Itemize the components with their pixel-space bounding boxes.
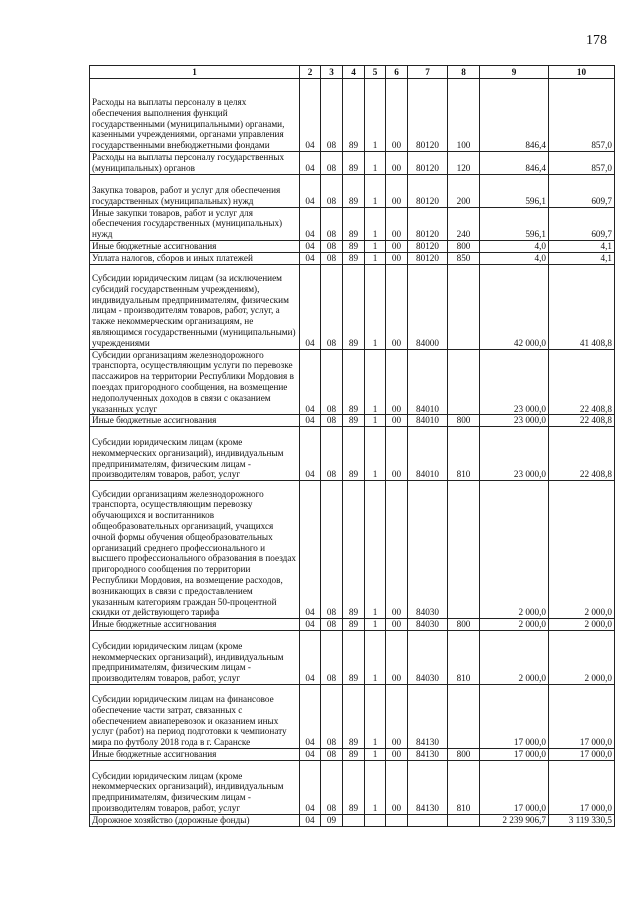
section-code-cell: 04 <box>300 427 321 481</box>
table-row <box>90 174 615 207</box>
row-name-cell: Уплата налогов, сборов и иных платежей <box>90 252 300 264</box>
section-code-cell: 04 <box>300 415 321 427</box>
amount-year1-cell: 17 000,0 <box>480 684 549 748</box>
amount-year1-cell: 17 000,0 <box>480 760 549 814</box>
subprogram-code-cell: 1 <box>365 207 386 240</box>
program-code-cell: 89 <box>343 79 365 152</box>
subsection-code-cell: 08 <box>321 415 343 427</box>
table-row <box>90 684 615 748</box>
amount-year2-cell: 3 119 330,5 <box>549 814 615 826</box>
amount-year1-cell: 4,0 <box>480 240 549 252</box>
row-name-cell: Субсидии организациям железнодорожного транспорта, осуществляющим перевозку обучающихся и воспитанников общеобразовательных организаций, учащихся очной формы обучения общеобразовательных организаций среднего профессионального и высшего профессионального образования в поездах пригородного сообщения по территории Республики Мордовия, на возмещение расходов, возникающих в связи с предоставлением указанным категориям граждан 50-процентной скидки от действующего тарифа <box>90 481 300 619</box>
event-code-cell: 00 <box>386 240 408 252</box>
section-code-cell: 04 <box>300 760 321 814</box>
event-code-cell: 00 <box>386 174 408 207</box>
expense-type-cell: 240 <box>448 207 480 240</box>
subsection-code-cell: 08 <box>321 760 343 814</box>
page-number: 178 <box>586 33 607 48</box>
expense-type-cell: 800 <box>448 619 480 631</box>
expense-type-cell <box>448 814 480 826</box>
expense-type-cell: 120 <box>448 152 480 175</box>
table-row <box>90 415 615 427</box>
event-code-cell: 00 <box>386 481 408 619</box>
program-code-cell: 89 <box>343 684 365 748</box>
row-name-cell: Расходы на выплаты персоналу в целях обеспечения выполнения функций государственными (муниципальными) органами, казенными учреждениями, органами управления государственными внебюджетными фондами <box>90 79 300 152</box>
subprogram-code-cell: 1 <box>365 174 386 207</box>
direction-code-cell: 80120 <box>408 174 448 207</box>
direction-code-cell: 84010 <box>408 427 448 481</box>
direction-code-cell: 80120 <box>408 79 448 152</box>
subsection-code-cell: 08 <box>321 684 343 748</box>
subprogram-code-cell: 1 <box>365 264 386 349</box>
section-code-cell: 04 <box>300 79 321 152</box>
subsection-code-cell: 08 <box>321 174 343 207</box>
row-name-cell: Субсидии юридическим лицам на финансовое обеспечение части затрат, связанных с обеспечением авиаперевозок и оказанием иных услуг (работ) на период подготовки к чемпионату мира по футболу 2018 года в г. Саранске <box>90 684 300 748</box>
column-header: 8 <box>448 66 480 79</box>
section-code-cell: 04 <box>300 619 321 631</box>
direction-code-cell: 80120 <box>408 207 448 240</box>
program-code-cell: 89 <box>343 207 365 240</box>
program-code-cell: 89 <box>343 619 365 631</box>
table-row <box>90 240 615 252</box>
subprogram-code-cell: 1 <box>365 748 386 760</box>
row-name-cell: Субсидии организациям железнодорожного транспорта, осуществляющим услуги по перевозке пассажиров на территории Республики Мордовия в поездах пригородного сообщения, на возмещение недополученных доходов в связи с оказанием указанных услуг <box>90 349 300 415</box>
section-code-cell: 04 <box>300 240 321 252</box>
expense-type-cell: 800 <box>448 415 480 427</box>
subprogram-code-cell: 1 <box>365 481 386 619</box>
row-name-cell: Субсидии юридическим лицам (кроме некоммерческих организаций), индивидуальным предпринимателям, физическим лицам - производителям товаров, работ, услуг <box>90 630 300 684</box>
section-code-cell: 04 <box>300 152 321 175</box>
amount-year1-cell: 2 000,0 <box>480 619 549 631</box>
event-code-cell: 00 <box>386 79 408 152</box>
amount-year2-cell: 22 408,8 <box>549 415 615 427</box>
section-code-cell: 04 <box>300 481 321 619</box>
row-name-cell: Иные бюджетные ассигнования <box>90 240 300 252</box>
row-name-cell: Субсидии юридическим лицам (кроме некоммерческих организаций), индивидуальным предпринимателям, физическим лицам - производителям товаров, работ, услуг <box>90 760 300 814</box>
program-code-cell: 89 <box>343 748 365 760</box>
subprogram-code-cell: 1 <box>365 684 386 748</box>
table-body <box>90 79 615 827</box>
program-code-cell: 89 <box>343 349 365 415</box>
direction-code-cell <box>408 814 448 826</box>
direction-code-cell: 80120 <box>408 252 448 264</box>
section-code-cell: 04 <box>300 814 321 826</box>
table-row <box>90 264 615 349</box>
subprogram-code-cell: 1 <box>365 427 386 481</box>
subprogram-code-cell: 1 <box>365 79 386 152</box>
column-header: 4 <box>343 66 365 79</box>
amount-year2-cell: 609,7 <box>549 174 615 207</box>
amount-year2-cell: 857,0 <box>549 152 615 175</box>
expense-type-cell <box>448 481 480 619</box>
subprogram-code-cell <box>365 814 386 826</box>
row-name-cell: Расходы на выплаты персоналу государственных (муниципальных) органов <box>90 152 300 175</box>
subprogram-code-cell: 1 <box>365 349 386 415</box>
program-code-cell: 89 <box>343 427 365 481</box>
amount-year1-cell: 4,0 <box>480 252 549 264</box>
section-code-cell: 04 <box>300 630 321 684</box>
subsection-code-cell: 08 <box>321 252 343 264</box>
amount-year2-cell: 4,1 <box>549 252 615 264</box>
amount-year1-cell: 17 000,0 <box>480 748 549 760</box>
program-code-cell: 89 <box>343 240 365 252</box>
amount-year2-cell: 2 000,0 <box>549 619 615 631</box>
amount-year1-cell: 2 000,0 <box>480 481 549 619</box>
subprogram-code-cell: 1 <box>365 415 386 427</box>
table-row <box>90 814 615 826</box>
subsection-code-cell: 08 <box>321 481 343 619</box>
amount-year1-cell: 2 239 906,7 <box>480 814 549 826</box>
row-name-cell: Закупка товаров, работ и услуг для обеспечения государственных (муниципальных) нужд <box>90 174 300 207</box>
subprogram-code-cell: 1 <box>365 619 386 631</box>
amount-year1-cell: 596,1 <box>480 207 549 240</box>
direction-code-cell: 84000 <box>408 264 448 349</box>
amount-year1-cell: 23 000,0 <box>480 415 549 427</box>
expense-type-cell <box>448 264 480 349</box>
section-code-cell: 04 <box>300 207 321 240</box>
column-header: 9 <box>480 66 549 79</box>
subsection-code-cell: 08 <box>321 79 343 152</box>
table-row <box>90 207 615 240</box>
amount-year1-cell: 23 000,0 <box>480 349 549 415</box>
expense-type-cell: 810 <box>448 427 480 481</box>
program-code-cell <box>343 814 365 826</box>
event-code-cell: 00 <box>386 619 408 631</box>
subprogram-code-cell: 1 <box>365 152 386 175</box>
event-code-cell: 00 <box>386 630 408 684</box>
program-code-cell: 89 <box>343 264 365 349</box>
row-name-cell: Иные бюджетные ассигнования <box>90 748 300 760</box>
amount-year2-cell: 41 408,8 <box>549 264 615 349</box>
expense-type-cell <box>448 349 480 415</box>
subsection-code-cell: 08 <box>321 630 343 684</box>
program-code-cell: 89 <box>343 252 365 264</box>
program-code-cell: 89 <box>343 152 365 175</box>
amount-year1-cell: 846,4 <box>480 79 549 152</box>
direction-code-cell: 80120 <box>408 152 448 175</box>
column-header: 7 <box>408 66 448 79</box>
table-row <box>90 79 615 152</box>
program-code-cell: 89 <box>343 415 365 427</box>
subsection-code-cell: 09 <box>321 814 343 826</box>
event-code-cell: 00 <box>386 684 408 748</box>
program-code-cell: 89 <box>343 760 365 814</box>
expense-type-cell: 800 <box>448 240 480 252</box>
amount-year2-cell: 22 408,8 <box>549 427 615 481</box>
direction-code-cell: 84010 <box>408 415 448 427</box>
amount-year2-cell: 4,1 <box>549 240 615 252</box>
event-code-cell: 00 <box>386 252 408 264</box>
column-header: 5 <box>365 66 386 79</box>
table-row <box>90 619 615 631</box>
amount-year2-cell: 17 000,0 <box>549 684 615 748</box>
subsection-code-cell: 08 <box>321 264 343 349</box>
row-name-cell: Дорожное хозяйство (дорожные фонды) <box>90 814 300 826</box>
row-name-cell: Субсидии юридическим лицам (кроме некоммерческих организаций), индивидуальным предпринимателям, физическим лицам - производителям товаров, работ, услуг <box>90 427 300 481</box>
event-code-cell: 00 <box>386 415 408 427</box>
column-header: 1 <box>90 66 300 79</box>
event-code-cell: 00 <box>386 748 408 760</box>
section-code-cell: 04 <box>300 684 321 748</box>
program-code-cell: 89 <box>343 630 365 684</box>
table-row <box>90 760 615 814</box>
direction-code-cell: 84030 <box>408 481 448 619</box>
event-code-cell: 00 <box>386 349 408 415</box>
amount-year2-cell: 2 000,0 <box>549 630 615 684</box>
subsection-code-cell: 08 <box>321 207 343 240</box>
amount-year2-cell: 609,7 <box>549 207 615 240</box>
event-code-cell: 00 <box>386 760 408 814</box>
program-code-cell: 89 <box>343 174 365 207</box>
subsection-code-cell: 08 <box>321 619 343 631</box>
column-header: 3 <box>321 66 343 79</box>
table-row <box>90 252 615 264</box>
direction-code-cell: 84130 <box>408 684 448 748</box>
event-code-cell: 00 <box>386 427 408 481</box>
amount-year1-cell: 596,1 <box>480 174 549 207</box>
expense-type-cell: 200 <box>448 174 480 207</box>
amount-year2-cell: 17 000,0 <box>549 748 615 760</box>
direction-code-cell: 80120 <box>408 240 448 252</box>
section-code-cell: 04 <box>300 748 321 760</box>
event-code-cell: 00 <box>386 152 408 175</box>
subprogram-code-cell: 1 <box>365 630 386 684</box>
expense-type-cell: 800 <box>448 748 480 760</box>
direction-code-cell: 84030 <box>408 630 448 684</box>
table-row <box>90 748 615 760</box>
row-name-cell: Иные бюджетные ассигнования <box>90 415 300 427</box>
subprogram-code-cell: 1 <box>365 760 386 814</box>
table-row <box>90 630 615 684</box>
table-row <box>90 481 615 619</box>
subsection-code-cell: 08 <box>321 152 343 175</box>
table-row <box>90 349 615 415</box>
column-header: 2 <box>300 66 321 79</box>
event-code-cell: 00 <box>386 207 408 240</box>
amount-year1-cell: 846,4 <box>480 152 549 175</box>
subsection-code-cell: 08 <box>321 748 343 760</box>
expense-type-cell <box>448 684 480 748</box>
amount-year2-cell: 22 408,8 <box>549 349 615 415</box>
subsection-code-cell: 08 <box>321 427 343 481</box>
table-header-row <box>90 66 615 79</box>
subprogram-code-cell: 1 <box>365 252 386 264</box>
amount-year2-cell: 2 000,0 <box>549 481 615 619</box>
expense-type-cell: 100 <box>448 79 480 152</box>
section-code-cell: 04 <box>300 264 321 349</box>
direction-code-cell: 84010 <box>408 349 448 415</box>
column-header: 6 <box>386 66 408 79</box>
direction-code-cell: 84130 <box>408 748 448 760</box>
amount-year1-cell: 42 000,0 <box>480 264 549 349</box>
amount-year1-cell: 2 000,0 <box>480 630 549 684</box>
column-header: 10 <box>549 66 615 79</box>
expense-type-cell: 810 <box>448 630 480 684</box>
table-row <box>90 152 615 175</box>
subsection-code-cell: 08 <box>321 349 343 415</box>
amount-year2-cell: 17 000,0 <box>549 760 615 814</box>
section-code-cell: 04 <box>300 349 321 415</box>
program-code-cell: 89 <box>343 481 365 619</box>
budget-table <box>89 65 615 827</box>
table-row <box>90 427 615 481</box>
amount-year2-cell: 857,0 <box>549 79 615 152</box>
event-code-cell <box>386 814 408 826</box>
section-code-cell: 04 <box>300 174 321 207</box>
section-code-cell: 04 <box>300 252 321 264</box>
subprogram-code-cell: 1 <box>365 240 386 252</box>
subsection-code-cell: 08 <box>321 240 343 252</box>
amount-year1-cell: 23 000,0 <box>480 427 549 481</box>
event-code-cell: 00 <box>386 264 408 349</box>
expense-type-cell: 850 <box>448 252 480 264</box>
direction-code-cell: 84130 <box>408 760 448 814</box>
row-name-cell: Иные закупки товаров, работ и услуг для обеспечения государственных (муниципальных) нужд <box>90 207 300 240</box>
row-name-cell: Иные бюджетные ассигнования <box>90 619 300 631</box>
row-name-cell: Субсидии юридическим лицам (за исключением субсидий государственным учреждениям), индивидуальным предпринимателям, физическим лицам - производителям товаров, работ, услуг, а также некоммерческим организациям, не являющимся государственными (муниципальными) учреждениями <box>90 264 300 349</box>
expense-type-cell: 810 <box>448 760 480 814</box>
direction-code-cell: 84030 <box>408 619 448 631</box>
